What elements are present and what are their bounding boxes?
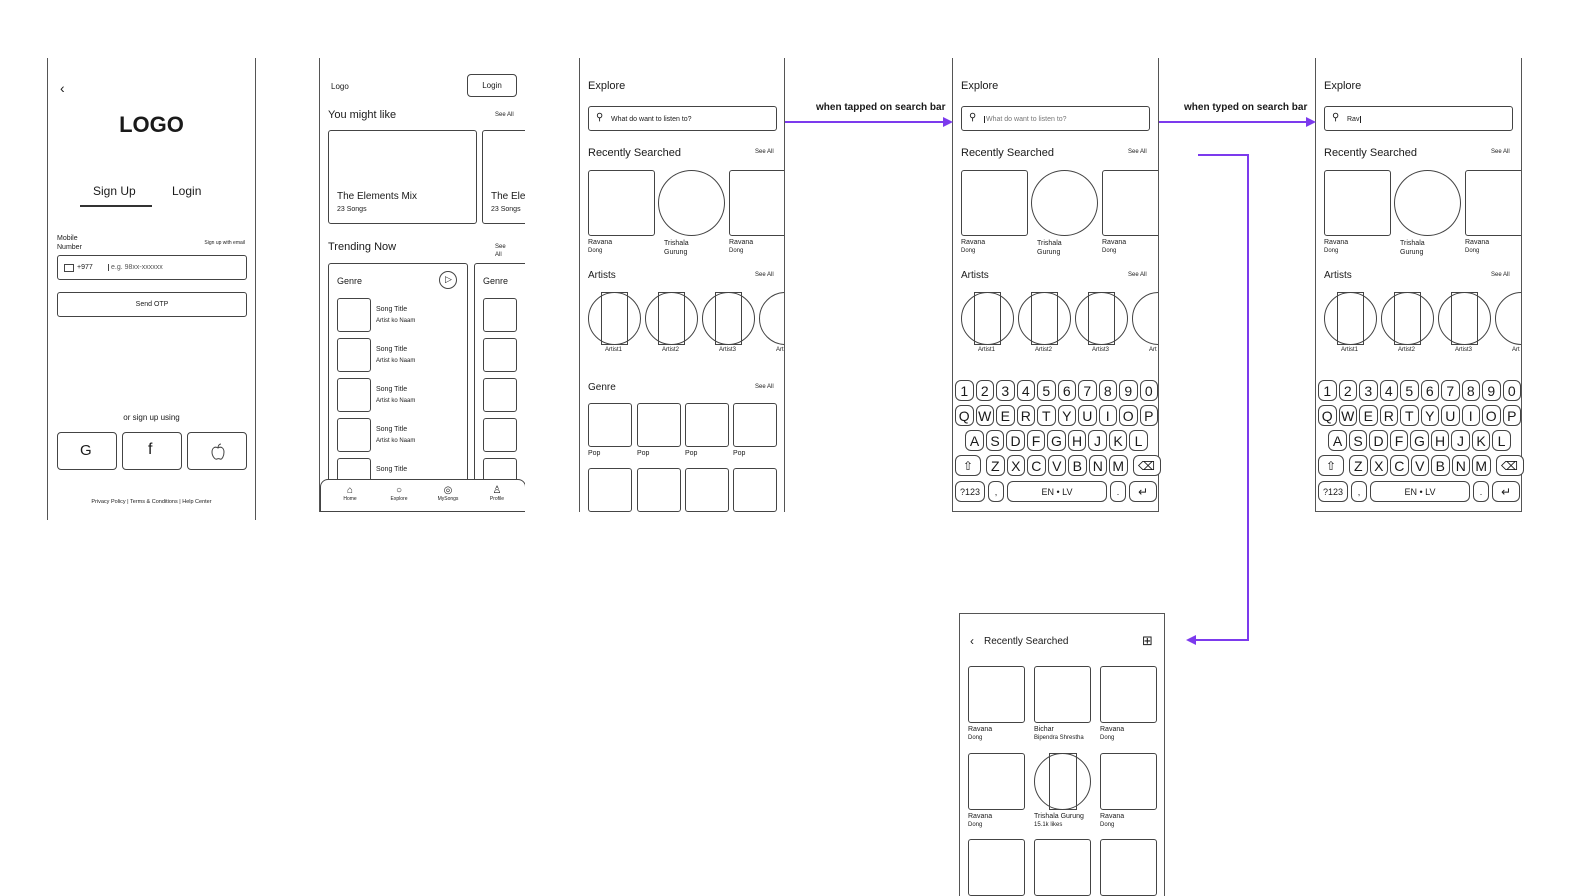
- login-label: Login: [482, 81, 502, 90]
- key-1[interactable]: 1: [1318, 380, 1337, 401]
- key-7[interactable]: 7: [1441, 380, 1460, 401]
- key-a[interactable]: A: [1328, 430, 1347, 451]
- key-w[interactable]: W: [1339, 405, 1358, 426]
- tab-login[interactable]: Login: [172, 184, 202, 198]
- artist-name: Artist1: [605, 347, 623, 353]
- grid-icon[interactable]: ⊞: [1142, 633, 1153, 648]
- recent-sub: Dong: [968, 735, 983, 741]
- genre-label: Pop: [588, 450, 601, 457]
- key-2[interactable]: 2: [976, 380, 995, 401]
- key-2[interactable]: 2: [1339, 380, 1358, 401]
- back-icon[interactable]: ‹: [970, 634, 974, 648]
- arrow-label-tapped: when tapped on search bar: [816, 102, 946, 113]
- nav-mysongs-label: MySongs: [437, 496, 459, 502]
- key-5[interactable]: 5: [1400, 380, 1419, 401]
- key-w[interactable]: W: [976, 405, 995, 426]
- key-6[interactable]: 6: [1058, 380, 1077, 401]
- key-y[interactable]: Y: [1421, 405, 1440, 426]
- recently-searched-title: Recently Searched: [961, 147, 1054, 159]
- explore-title: Explore: [588, 80, 626, 92]
- key-j[interactable]: J: [1451, 430, 1470, 451]
- recent-name: Trishala Gurung: [1400, 240, 1425, 256]
- help-link[interactable]: Help Center: [182, 499, 212, 505]
- recent-name: Ravana: [968, 726, 993, 733]
- genre-label: Pop: [637, 450, 650, 457]
- key-q[interactable]: Q: [1318, 405, 1337, 426]
- key-f[interactable]: F: [1027, 430, 1046, 451]
- key-x[interactable]: X: [1370, 455, 1389, 476]
- recent-name: Trishala Gurung: [1037, 240, 1062, 256]
- artist-name: Artist3: [1455, 347, 1473, 353]
- recent-name: Ravana: [968, 813, 993, 820]
- key-6[interactable]: 6: [1421, 380, 1440, 401]
- key-m[interactable]: M: [1109, 455, 1128, 476]
- num-key[interactable]: ?123: [955, 481, 985, 502]
- key-n[interactable]: N: [1089, 455, 1108, 476]
- key-7[interactable]: 7: [1078, 380, 1097, 401]
- enter-key[interactable]: ↵: [1492, 481, 1520, 502]
- recent-sub: Dong: [729, 248, 744, 254]
- arrow-see-all: [1194, 155, 1248, 640]
- song-title: Song Title: [376, 426, 408, 433]
- song-artist: Artist ko Naam: [376, 318, 416, 324]
- see-all-link[interactable]: See All: [755, 272, 774, 278]
- space-key[interactable]: EN • LV: [1007, 481, 1107, 502]
- artists-title: Artists: [961, 270, 989, 281]
- recent-sub: 15.1k likes: [1034, 822, 1063, 828]
- key-e[interactable]: E: [996, 405, 1015, 426]
- key-o[interactable]: O: [1482, 405, 1501, 426]
- key-4[interactable]: 4: [1380, 380, 1399, 401]
- arrow-label-typed: when typed on search bar: [1184, 102, 1308, 113]
- privacy-link[interactable]: Privacy Policy: [91, 499, 126, 505]
- key-e[interactable]: E: [1359, 405, 1378, 426]
- song-artist: Artist ko Naam: [376, 438, 416, 444]
- recent-name: Ravana: [1102, 239, 1127, 246]
- key-k[interactable]: K: [1472, 430, 1491, 451]
- space-key[interactable]: EN • LV: [1370, 481, 1470, 502]
- key-u[interactable]: U: [1078, 405, 1097, 426]
- key-1[interactable]: 1: [955, 380, 974, 401]
- recent-name: Ravana: [1324, 239, 1349, 246]
- recent-sub: Dong: [1100, 735, 1115, 741]
- artist-name: Artist2: [662, 347, 680, 353]
- nav-profile-label: Profile: [489, 496, 505, 502]
- artist-name: Art: [1512, 347, 1520, 353]
- artists-title: Artists: [588, 270, 616, 281]
- home-icon: ⌂: [346, 485, 354, 496]
- see-all-link[interactable]: See All: [495, 112, 514, 118]
- genre-title: Genre: [588, 382, 616, 393]
- recent-sub: Dong: [961, 248, 976, 254]
- genre-label: Pop: [733, 450, 746, 457]
- key-d[interactable]: D: [1369, 430, 1388, 451]
- back-icon[interactable]: ‹: [60, 80, 65, 96]
- song-artist: Artist ko Naam: [376, 358, 416, 364]
- terms-link[interactable]: Terms & Conditions: [130, 499, 178, 505]
- see-all-link[interactable]: See All: [1128, 272, 1147, 278]
- search-placeholder: What do want to listen to?: [986, 116, 1067, 123]
- genre-label: Pop: [685, 450, 698, 457]
- artist-name: Artist2: [1035, 347, 1053, 353]
- home-logo: Logo: [331, 82, 349, 91]
- recent-sub: Bipendra Shrestha: [1034, 735, 1084, 741]
- profile-icon: ♙: [492, 485, 502, 496]
- artist-name: Art: [1149, 347, 1157, 353]
- shift-key[interactable]: ⇧: [955, 455, 981, 476]
- key-f[interactable]: F: [1390, 430, 1409, 451]
- comma-key[interactable]: ,: [988, 481, 1004, 502]
- send-otp-label: Send OTP: [135, 301, 169, 308]
- explore-title: Explore: [1324, 80, 1362, 92]
- recent-sub: Dong: [968, 822, 983, 828]
- enter-key[interactable]: ↵: [1129, 481, 1157, 502]
- song-title: Song Title: [376, 306, 408, 313]
- explore-title: Explore: [961, 80, 999, 92]
- signup-email-link[interactable]: Sign up with email: [204, 240, 245, 246]
- search-value: Rav: [1347, 116, 1360, 123]
- see-all-link[interactable]: See All: [1128, 149, 1147, 155]
- search-icon: ⚲: [969, 112, 977, 123]
- key-n[interactable]: N: [1452, 455, 1471, 476]
- key-i[interactable]: I: [1462, 405, 1481, 426]
- key-b[interactable]: B: [1068, 455, 1087, 476]
- key-p[interactable]: P: [1503, 405, 1522, 426]
- key-a[interactable]: A: [965, 430, 984, 451]
- arrowhead: [1186, 635, 1196, 645]
- tab-signup[interactable]: Sign Up: [93, 184, 136, 198]
- key-g[interactable]: G: [1410, 430, 1429, 451]
- mix-title: The Ele: [491, 191, 525, 202]
- artist-name: Art: [776, 347, 784, 353]
- artist-name: Artist1: [978, 347, 996, 353]
- artist-name: Artist3: [719, 347, 737, 353]
- recent-name: Trishala Gurung: [1034, 813, 1084, 820]
- key-c[interactable]: C: [1390, 455, 1409, 476]
- key-3[interactable]: 3: [996, 380, 1015, 401]
- artist-name: Artist2: [1398, 347, 1416, 353]
- recent-name: Ravana: [961, 239, 986, 246]
- key-x[interactable]: X: [1007, 455, 1026, 476]
- recent-sub: Dong: [588, 248, 603, 254]
- or-signup-text: or sign up using: [123, 413, 180, 422]
- nav-home-label: Home: [343, 496, 357, 502]
- arrowhead: [943, 117, 953, 127]
- artists-title: Artists: [1324, 270, 1352, 281]
- key-v[interactable]: V: [1411, 455, 1430, 476]
- key-m[interactable]: M: [1472, 455, 1491, 476]
- key-8[interactable]: 8: [1099, 380, 1118, 401]
- mix-sub: 23 Songs: [337, 206, 367, 213]
- artist-name: Artist3: [1092, 347, 1110, 353]
- key-h[interactable]: H: [1431, 430, 1450, 451]
- trending-see-all[interactable]: See All: [495, 244, 506, 258]
- arrowhead: [1306, 117, 1316, 127]
- search-icon: ⚲: [1332, 112, 1340, 123]
- key-l[interactable]: L: [1129, 430, 1148, 451]
- nav-explore-label: Explore: [390, 496, 408, 502]
- music-icon: ◎: [443, 485, 453, 496]
- period-key[interactable]: .: [1473, 481, 1489, 502]
- recently-searched-title: Recently Searched: [588, 147, 681, 159]
- genre-title: Genre: [337, 276, 363, 286]
- backspace-key[interactable]: ⌫: [1133, 455, 1161, 476]
- key-r[interactable]: R: [1380, 405, 1399, 426]
- key-b[interactable]: B: [1431, 455, 1450, 476]
- key-z[interactable]: Z: [986, 455, 1005, 476]
- see-all-link[interactable]: See All: [1491, 272, 1510, 278]
- recent-sub: Dong: [1324, 248, 1339, 254]
- recent-sub: Dong: [1100, 822, 1115, 828]
- key-4[interactable]: 4: [1017, 380, 1036, 401]
- song-title: Song Title: [376, 466, 408, 473]
- play-icon[interactable]: ▷: [439, 271, 457, 289]
- recently-searched-title: Recently Searched: [1324, 147, 1417, 159]
- key-o[interactable]: O: [1119, 405, 1138, 426]
- key-9[interactable]: 9: [1119, 380, 1138, 401]
- key-3[interactable]: 3: [1359, 380, 1378, 401]
- period-key[interactable]: .: [1110, 481, 1126, 502]
- key-8[interactable]: 8: [1462, 380, 1481, 401]
- key-q[interactable]: Q: [955, 405, 974, 426]
- genre-title: Genre: [483, 276, 509, 286]
- key-l[interactable]: L: [1492, 430, 1511, 451]
- key-h[interactable]: H: [1068, 430, 1087, 451]
- recent-sub: Dong: [1102, 248, 1117, 254]
- key-z[interactable]: Z: [1349, 455, 1368, 476]
- recent-name: Trishala Gurung: [664, 240, 689, 256]
- mix-sub: 23 Songs: [491, 206, 521, 213]
- num-key[interactable]: ?123: [1318, 481, 1348, 502]
- google-icon: G: [80, 442, 92, 459]
- key-0[interactable]: 0: [1140, 380, 1159, 401]
- key-d[interactable]: D: [1006, 430, 1025, 451]
- backspace-key[interactable]: ⌫: [1496, 455, 1524, 476]
- key-s[interactable]: S: [1349, 430, 1368, 451]
- key-i[interactable]: I: [1099, 405, 1118, 426]
- key-9[interactable]: 9: [1482, 380, 1501, 401]
- key-k[interactable]: K: [1109, 430, 1128, 451]
- recent-name: Ravana: [588, 239, 613, 246]
- key-g[interactable]: G: [1047, 430, 1066, 451]
- key-u[interactable]: U: [1441, 405, 1460, 426]
- footer-links: Privacy Policy | Terms & Conditions | Help Center: [91, 499, 212, 505]
- key-y[interactable]: Y: [1058, 405, 1077, 426]
- key-p[interactable]: P: [1140, 405, 1159, 426]
- song-title: Song Title: [376, 346, 408, 353]
- song-title: Song Title: [376, 386, 408, 393]
- recent-name: Bichar: [1034, 726, 1054, 733]
- key-c[interactable]: C: [1027, 455, 1046, 476]
- you-might-like-title: You might like: [328, 109, 397, 121]
- facebook-icon: f: [148, 441, 153, 458]
- recent-name: Ravana: [1465, 239, 1490, 246]
- key-t[interactable]: T: [1400, 405, 1419, 426]
- trending-title: Trending Now: [328, 241, 397, 253]
- see-all-link[interactable]: See All: [755, 384, 774, 390]
- logo: LOGO: [119, 112, 184, 137]
- search-placeholder: What do want to listen to?: [611, 116, 692, 123]
- search-icon: ○: [395, 485, 403, 496]
- country-code[interactable]: +977: [77, 264, 93, 271]
- mix-title: The Elements Mix: [337, 191, 418, 202]
- key-0[interactable]: 0: [1503, 380, 1522, 401]
- recent-name: Ravana: [729, 239, 754, 246]
- see-all-link[interactable]: See All: [755, 149, 774, 155]
- key-v[interactable]: V: [1048, 455, 1067, 476]
- see-all-link[interactable]: See All: [1491, 149, 1510, 155]
- song-artist: Artist ko Naam: [376, 398, 416, 404]
- search-icon: ⚲: [596, 112, 604, 123]
- recent-sub: Dong: [1465, 248, 1480, 254]
- comma-key[interactable]: ,: [1351, 481, 1367, 502]
- shift-key[interactable]: ⇧: [1318, 455, 1344, 476]
- key-j[interactable]: J: [1088, 430, 1107, 451]
- key-t[interactable]: T: [1037, 405, 1056, 426]
- recent-page-title: Recently Searched: [984, 636, 1069, 647]
- mobile-label: Mobile Number: [57, 235, 82, 251]
- key-5[interactable]: 5: [1037, 380, 1056, 401]
- key-s[interactable]: S: [986, 430, 1005, 451]
- phone-placeholder: e.g. 98xx-xxxxxx: [108, 264, 163, 271]
- key-r[interactable]: R: [1017, 405, 1036, 426]
- artist-name: Artist1: [1341, 347, 1359, 353]
- recent-name: Ravana: [1100, 726, 1125, 733]
- recent-name: Ravana: [1100, 813, 1125, 820]
